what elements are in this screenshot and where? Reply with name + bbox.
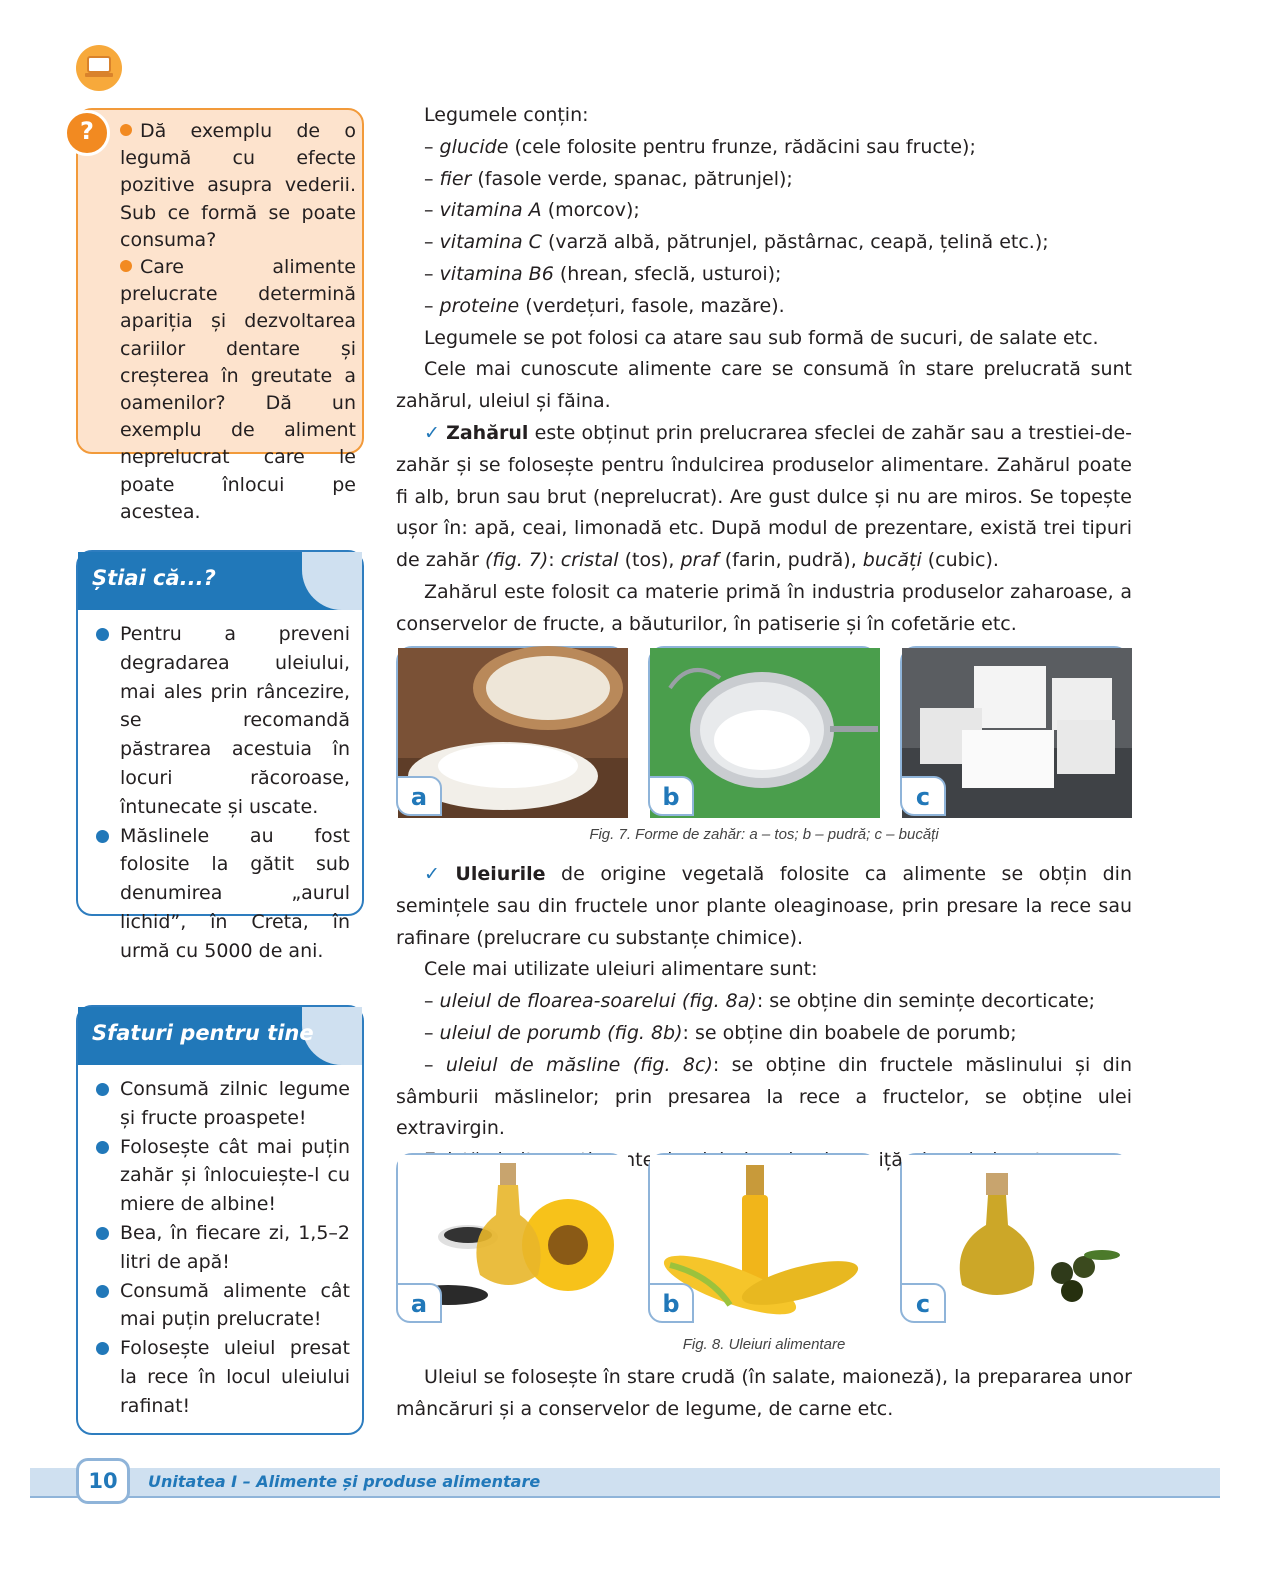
paragraph: Cele mai cunoscute alimente care se consumă în stare prelucrată sunt zahărul, uleiul și făina. bbox=[396, 358, 1132, 413]
list-item: Măslinele au fost folosite la gătit sub denumirea „aurul lichid”, în Creta, în urmă cu 5000 de ani. bbox=[94, 822, 350, 966]
figure-8 bbox=[396, 1153, 1132, 1323]
checkmark-icon: ✓ bbox=[424, 863, 450, 885]
paragraph: Legumele se pot folosi ca atare sau sub formă de sucuri, de salate etc. bbox=[424, 326, 1099, 349]
main-text-1 bbox=[396, 100, 1132, 641]
main-text-3 bbox=[396, 1362, 1132, 1426]
list-item: – vitamina C (varză albă, pătrunjel, păstârnac, ceapă, țelină etc.); bbox=[424, 231, 1049, 254]
list-item: Consumă alimente cât mai puțin prelucrate! bbox=[94, 1277, 350, 1335]
list-item: – vitamina B6 (hrean, sfeclă, usturoi); bbox=[424, 262, 782, 285]
corn-oil-image bbox=[648, 1153, 878, 1323]
page-number: 10 bbox=[76, 1458, 130, 1504]
granulated-sugar-image bbox=[396, 646, 626, 816]
paragraph: ✓ Uleiurile de origine vegetală folosite ca alimente se obțin din semințele sau din fructele unor plante oleaginoase, prin presare la rece sau rafinare (prelucrare cu substanțe chimice). bbox=[396, 863, 1132, 949]
list-item: – vitamina A (morcov); bbox=[424, 199, 640, 222]
question-item: Dă exemplu de o legumă cu efecte pozitive asupra vederii. Sub ce formă se poate consuma? bbox=[120, 120, 356, 251]
question-mark-icon: ? bbox=[64, 110, 110, 156]
figure-label: b bbox=[648, 1283, 694, 1323]
did-you-know-title: Știai că...? bbox=[92, 566, 216, 590]
figure-8-caption: Fig. 8. Uleiuri alimentare bbox=[682, 1336, 846, 1353]
list-item: – uleiul de floarea-soarelui (fig. 8a): se obține din semințe decorticate; bbox=[424, 990, 1096, 1013]
tips-list bbox=[78, 1065, 362, 1421]
figure-7-caption: Fig. 7. Forme de zahăr: a – tos; b – pudră; c – bucăți bbox=[589, 826, 939, 843]
main-text-2 bbox=[396, 859, 1132, 1177]
paragraph: Uleiul se folosește în stare crudă (în salate, maioneză), la prepararea unor mâncăruri și a conservelor de legume, de carne etc. bbox=[396, 1366, 1132, 1420]
list-item: – fier (fasole verde, spanac, pătrunjel); bbox=[424, 167, 793, 190]
paragraph: Zahărul este folosit ca materie primă în industria produselor zaharoase, a conservelor de fructe, a băuturilor, în patiserie și în cofetărie etc. bbox=[396, 580, 1132, 635]
list-item: Folosește uleiul presat la rece în locul uleiului rafinat! bbox=[94, 1334, 350, 1420]
list-item: – uleiul de măsline (fig. 8c): se obține din fructele măslinului și din sâmburii măslinelor; prin presarea la rece a fructelor, se obține ulei extravirgin. bbox=[396, 1053, 1132, 1140]
figure-7 bbox=[396, 646, 1132, 816]
checkmark-icon: ✓ bbox=[424, 421, 441, 444]
did-you-know-box bbox=[76, 550, 364, 962]
list-item: Folosește cât mai puțin zahăr și înlocuiește-l cu miere de albine! bbox=[94, 1133, 350, 1219]
figure-label: c bbox=[900, 1283, 946, 1323]
olive-oil-image bbox=[900, 1153, 1130, 1323]
laptop-icon bbox=[76, 45, 122, 91]
list-item: – proteine (verdețuri, fasole, mazăre). bbox=[424, 294, 785, 317]
did-you-know-list bbox=[78, 610, 362, 966]
figure-label: a bbox=[396, 1283, 442, 1323]
did-you-know-header bbox=[78, 552, 362, 610]
sunflower-oil-image bbox=[396, 1153, 626, 1323]
footer-unit-title: Unitatea I – Alimente și produse alimentare bbox=[148, 1472, 541, 1491]
powdered-sugar-image bbox=[648, 646, 878, 816]
tips-box bbox=[76, 1005, 364, 1435]
list-item: Pentru a preveni degradarea uleiului, mai ales prin râncezire, se recomandă păstrarea acestuia în locuri răcoroase, întunecate și uscate. bbox=[94, 620, 350, 822]
bullet-icon bbox=[120, 124, 132, 136]
tips-title: Sfaturi pentru tine bbox=[92, 1021, 314, 1045]
page-curl-decoration bbox=[302, 552, 362, 610]
bullet-icon bbox=[120, 260, 132, 272]
list-item: Consumă zilnic legume și fructe proaspete! bbox=[94, 1075, 350, 1133]
figure-label: c bbox=[900, 776, 946, 816]
figure-label: a bbox=[396, 776, 442, 816]
list-item: Bea, în fiecare zi, 1,5–2 litri de apă! bbox=[94, 1219, 350, 1277]
footer-divider bbox=[30, 1496, 1220, 1498]
paragraph: Legumele conțin: bbox=[424, 104, 589, 126]
paragraph: ✓ Zahărul este obținut prin prelucrarea sfeclei de zahăr sau a trestiei-de-zahăr și se folosește pentru îndulcirea produselor alimentare. Zahărul poate fi alb, brun sau brut (neprelucrat). Are gust dulce și nu are miros. Se topește ușor în: apă, ceai, limonadă etc. După modul de prezentare, există trei tipuri de zahăr (fig. 7): cristal (tos), praf (farin, pudră), bucăți (cubic). bbox=[396, 421, 1132, 572]
list-item: – uleiul de porumb (fig. 8b): se obține din boabele de porumb; bbox=[424, 1021, 1017, 1044]
figure-label: b bbox=[648, 776, 694, 816]
question-item: Care alimente prelucrate determină apariția și dezvoltarea cariilor dentare și creșterea în greutate a oamenilor? Dă un exemplu de aliment neprelucrat care le poate înlocui pe acestea. bbox=[120, 256, 356, 523]
list-item: – glucide (cele folosite pentru frunze, rădăcini sau fructe); bbox=[424, 135, 976, 158]
sugar-cubes-image bbox=[900, 646, 1130, 816]
question-text bbox=[120, 118, 356, 526]
paragraph: Cele mai utilizate uleiuri alimentare sunt: bbox=[424, 958, 818, 981]
tips-header bbox=[78, 1007, 362, 1065]
